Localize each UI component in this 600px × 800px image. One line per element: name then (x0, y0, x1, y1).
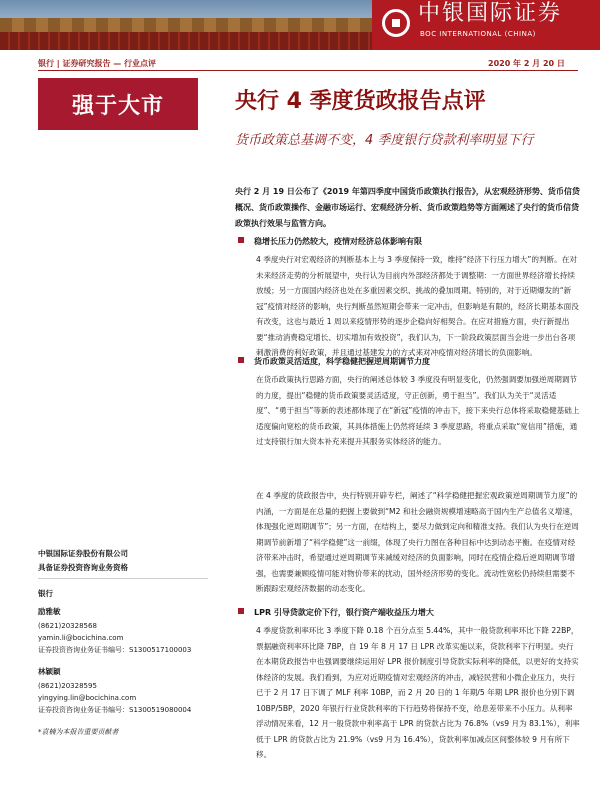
bank-logo-icon (382, 9, 410, 37)
subtitle: 货币政策总基调不变，4 季度银行贷款利率明显下行 (235, 133, 534, 148)
sector-label: 银行 (38, 589, 53, 598)
analyst-email[interactable]: yamin.li@bocichina.com (38, 634, 124, 642)
header-banner-image (0, 0, 600, 50)
logo-text-en: BOC INTERNATIONAL (CHINA) (420, 30, 536, 38)
analyst-name: 励雅敏 (38, 607, 61, 616)
qualification: 具备证券投资咨询业务资格 (38, 563, 128, 572)
header-rule (38, 70, 578, 71)
analyst-phone: (8621)20328595 (38, 682, 97, 690)
section-paragraph: 4 季度央行对宏观经济的判断基本上与 3 季度保持一致，维持“经济下行压力增大”的判断。在对未来经济走势的分析展望中，央行认为目前内外部经济都处于调整期：一方面世界经济增长持续放缓；另一方面国内经济也处在多重因素交织、挑战的叠加周期。特别的，对于近期爆发的“新冠”疫情对经济的影响，央行判断虽然短期会带来一定冲击，但影响是有限的，经济长期基本面没有改变，这也与最近 1 周以来疫情形势的逐步企稳向好相契合。在应对措施方面，央行新提出要“推动消费稳定增长、切实增加有效投资”，我们认为，下一阶段政策层面当会进一步出台各项刺激消费的利好政策，并且通过基建发力的方式来对冲疫情对经济增长的负面影响。 (256, 255, 579, 357)
analyst-name: 林颖颖 (38, 667, 61, 676)
analyst-cert: 证券投资咨询业务证书编号：S1300517100003 (38, 646, 192, 654)
page-title: 央行 4 季度货政报告点评 (235, 89, 486, 114)
square-bullet-icon (238, 237, 244, 243)
report-date: 2020 年 2 月 20 日 (488, 59, 565, 68)
logo-text-cn: 中银国际证券 (418, 1, 563, 26)
section-heading: LPR 引导贷款定价下行，银行资产端收益压力增大 (238, 607, 434, 618)
report-category: 银行 | 证券研究报告 — 行业点评 (38, 59, 157, 68)
intro-paragraph: 央行 2 月 19 日公布了《2019 年第四季度中国货币政策执行报告》，从宏观经济形势、货币信贷概况、货币政策操作、金融市场运行、宏观经济分析、货币政策趋势等方面阐述了央行的货币信贷政策执行效果与监管方向。 (235, 187, 580, 228)
section-heading: 稳增长压力仍然较大，疫情对经济总体影响有限 (238, 236, 422, 247)
analyst-phone: (8621)20328568 (38, 622, 97, 630)
section-paragraph: 4 季度贷款利率环比 3 季度下降 0.18 个百分点至 5.44%，其中一般贷款利率环比下降 22BP，票据融资利率环比降 7BP，自 19 年 8 月 17 日 LPR 改革实施以来，贷款利率下行明显。央行在本期货政报告中也强调要继续运用好 LPR 报价制度引导贷款实际利率的降低，以更好的支持实体经济的发展。我们看到，为应对近期疫情对宏观经济的冲击，减轻民营和小微企业压力，央行已于 2 月 17 日下调了 MLF 利率 10BP，而 2 月 20 日的 1 年期/5 年期 LPR 报价也分别下调 10BP/5BP，2020 年银行行业贷款利率的下行趋势将保持不变，给息差带来不小压力。从利率浮动情况来看，12 月一般贷款中利率高于 LPR 的贷款占比为 76.8%（vs9 月为 83.1%），利率低于 LPR 的贷款占比为 21.9%（vs9 月为 16.4%），贷款利率加减点区间整体较 9 月有所下移。 (256, 626, 580, 759)
square-bullet-icon (238, 608, 244, 614)
company-name: 中银国际证券股份有限公司 (38, 549, 128, 558)
square-bullet-icon (238, 357, 244, 363)
section-paragraph: 在货币政策执行思路方面，央行的阐述总体较 3 季度没有明显变化，仍然强调要加强逆周期调节的力度，提出“稳健的货币政策要灵活适度，守正创新，勇于担当”。我们认为关于“灵活适度”、“勇于担当”等新的表述都体现了在“新冠”疫情的冲击下，接下来央行总体将采取稳健基础上适度偏向宽松的货币政策，其具体措施上仍然将延续 3 季度思路，将重点采取“宽信用”措施，通过支持银行加大资本补充来提升其服务实体经济的能力。 (256, 375, 580, 446)
section-paragraph: 在 4 季度的货政报告中，央行特别开辟专栏，阐述了“科学稳健把握宏观政策逆周期调节力度”的内涵，一方面是在总量的把握上要做到“M2 和社会融资规模增速略高于国内生产总值名义增速，体现强化逆周期调节”；另一方面，在结构上，要尽力做到定向和精准支持。我们认为央行在逆周期调节前新增了“科学稳健”这一前缀，体现了央行力图在各种目标中达到动态平衡。在疫情对经济带来冲击时，希望通过逆周期调节来减缓对经济的负面影响，同时在疫情企稳后逆周期调节增强，也需要兼顾疫情可能对物价带来的扰动，国外经济形势的变化。流动性宽松仍持续但需要不断跟踪宏观经济数据的动态变化。 (256, 491, 579, 593)
analyst-cert: 证券投资咨询业务证书编号：S1300519080004 (38, 706, 192, 714)
sidebar-divider (38, 578, 208, 579)
analyst-email[interactable]: yingying.lin@bocichina.com (38, 694, 137, 702)
company-logo (372, 0, 600, 50)
contributor-note: *袁楠为本报告重要贡献者 (38, 728, 119, 736)
rating-badge: 强于大市 (38, 78, 198, 130)
section-heading: 货币政策灵活适度，科学稳健把握逆周期调节力度 (238, 356, 430, 367)
